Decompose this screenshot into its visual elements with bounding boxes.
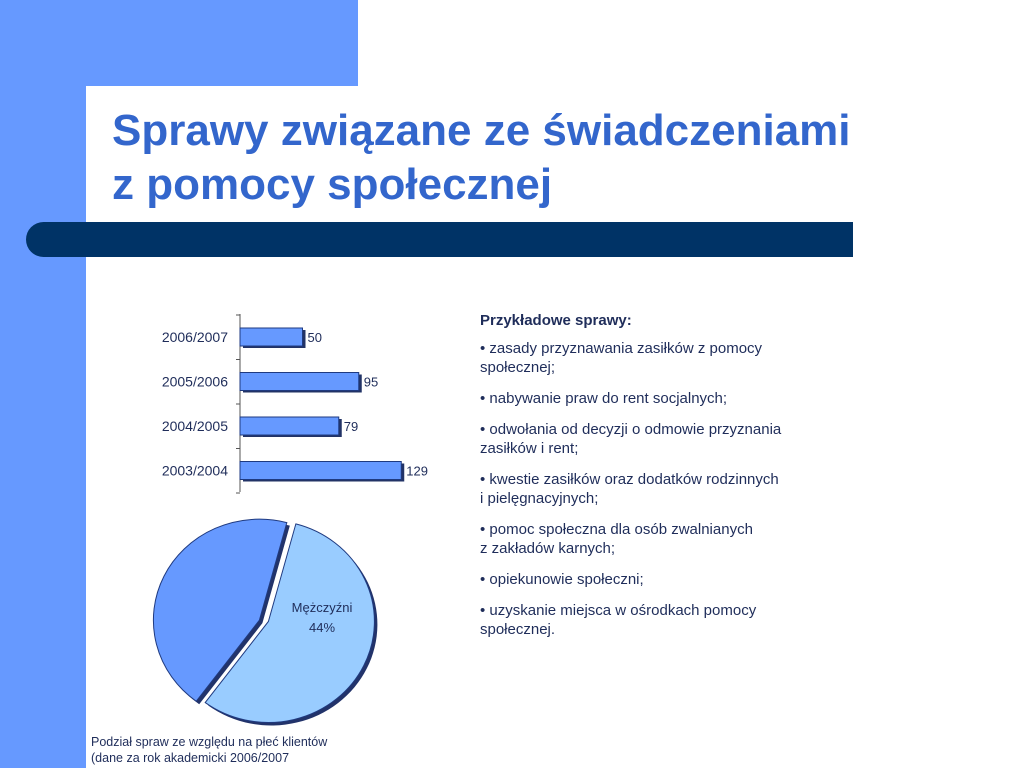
example-case-item: • kwestie zasiłków oraz dodatków rodzinnych i pielęgnacyjnych;: [480, 471, 779, 507]
bar-value-label: 50: [307, 330, 322, 345]
pie-caption-line-2: (dane za rok akademicki 2006/2007: [91, 751, 290, 765]
example-cases-heading: Przykładowe sprawy:: [480, 312, 632, 329]
pie-caption: [91, 734, 327, 766]
bar-chart: [162, 314, 428, 493]
slide-title-line-2: z pomocy społecznej: [112, 160, 553, 209]
example-case-item: • opiekunowie społeczni;: [480, 571, 644, 588]
example-cases-list: [480, 339, 840, 639]
pie-chart: [153, 519, 377, 725]
slide-title-line-1: Sprawy związane ze świadczeniami: [112, 106, 851, 155]
pie-caption-line-1: Podział spraw ze względu na płeć klientów: [91, 735, 328, 749]
bar-category-label: 2004/2005: [161, 418, 228, 434]
bar: [240, 417, 339, 435]
example-case-item: • uzyskanie miejsca w ośrodkach pomocy społecznej.: [480, 602, 757, 638]
bar: [240, 373, 359, 391]
bar-value-label: 129: [406, 463, 428, 479]
example-case-item: • pomoc społeczna dla osób zwalnianych z zakładów karnych;: [480, 521, 753, 557]
bar: [240, 462, 401, 480]
bar-value-label: 79: [343, 419, 359, 434]
bar: [240, 328, 303, 346]
bar-category-label: 2006/2007: [161, 329, 228, 345]
bar-category-label: 2005/2006: [161, 373, 228, 390]
example-case-item: • zasady przyznawania zasiłków z pomocy społecznej;: [480, 340, 763, 376]
example-case-item: • odwołania od decyzji o odmowie przyznania zasiłków i rent;: [480, 421, 782, 457]
example-cases-panel: [480, 311, 840, 651]
example-case-item: • nabywanie praw do rent socjalnych;: [480, 390, 728, 407]
bar-category-label: 2003/2004: [161, 462, 228, 479]
pie-slice-value: 44%: [308, 620, 336, 635]
bar-value-label: 95: [363, 374, 379, 390]
pie-slice-label: Mężczyźni: [291, 600, 353, 615]
